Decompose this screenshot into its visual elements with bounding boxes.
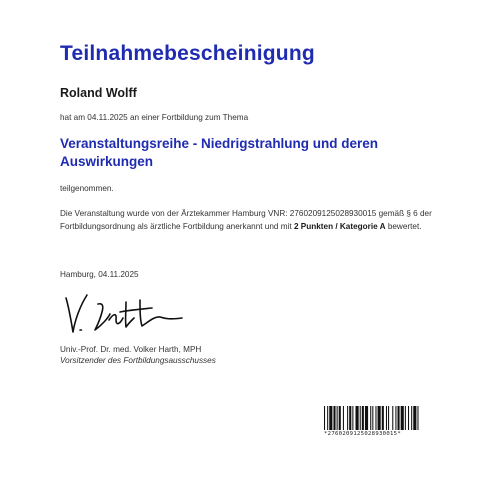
- barcode-bar: [356, 406, 359, 430]
- signer-block: [60, 344, 216, 366]
- barcode-bar: [388, 406, 389, 430]
- barcode-bar: [329, 406, 332, 430]
- participated-text: teilgenommen.: [60, 184, 114, 193]
- barcode-bar: [360, 406, 361, 430]
- barcode-bar: [398, 406, 400, 430]
- barcode-bar: [408, 406, 409, 430]
- signer-name: Univ.-Prof. Dr. med. Volker Harth, MPH: [60, 345, 202, 354]
- barcode-bar: [337, 406, 338, 430]
- barcode-bar: [378, 406, 381, 430]
- barcode-bar: [372, 406, 373, 430]
- event-topic: Veranstaltungsreihe - Niedrigstrahlung und deren Auswirkungen: [60, 136, 379, 169]
- signer-role: Vorsitzender des Fortbildungsausschusses: [60, 356, 216, 365]
- recognition-text: [60, 207, 440, 233]
- barcode-bar: [417, 406, 418, 430]
- barcode-bar: [339, 406, 341, 430]
- barcode-bar: [327, 406, 328, 430]
- recognition-text-part1: Die Veranstaltung wurde von der Ärztekammer Hamburg VNR: 2760209125028930015 gemäß § 6 der Fortbildungsordnung als ärztliche Fortbildung anerkannt und mit: [60, 209, 432, 231]
- place-date: Hamburg, 04.11.2025: [60, 270, 139, 279]
- barcode-bar: [324, 406, 325, 430]
- barcode-bar: [349, 406, 351, 430]
- barcode-bar: [413, 406, 416, 430]
- page-title: Teilnahmebescheinigung: [60, 42, 315, 65]
- intro-text: hat am 04.11.2025 an einer Fortbildung zum Thema: [60, 113, 249, 122]
- barcode-number: *2760209125028930015*: [324, 431, 402, 437]
- points-category: 2 Punkten / Kategorie A: [293, 222, 386, 231]
- barcode-bars: [324, 406, 464, 430]
- barcode-bar: [405, 406, 406, 430]
- barcode-bar: [382, 406, 384, 430]
- barcode-bar: [411, 406, 412, 430]
- barcode: [324, 406, 464, 437]
- barcode-bar: [386, 406, 387, 430]
- participant-name: Roland Wolff: [60, 86, 137, 100]
- barcode-bar: [392, 406, 393, 430]
- barcode-bar: [375, 406, 376, 430]
- barcode-bar: [395, 406, 396, 430]
- handwritten-signature: [60, 290, 190, 343]
- barcode-bar: [370, 406, 371, 430]
- barcode-bar: [352, 406, 353, 430]
- barcode-bar: [333, 406, 335, 430]
- barcode-bar: [362, 406, 364, 430]
- recognition-text-part2: bewertet.: [385, 222, 422, 231]
- barcode-bar: [401, 406, 404, 430]
- barcode-bar: [347, 406, 348, 430]
- barcode-bar: [365, 406, 368, 430]
- barcode-bar: [343, 406, 344, 430]
